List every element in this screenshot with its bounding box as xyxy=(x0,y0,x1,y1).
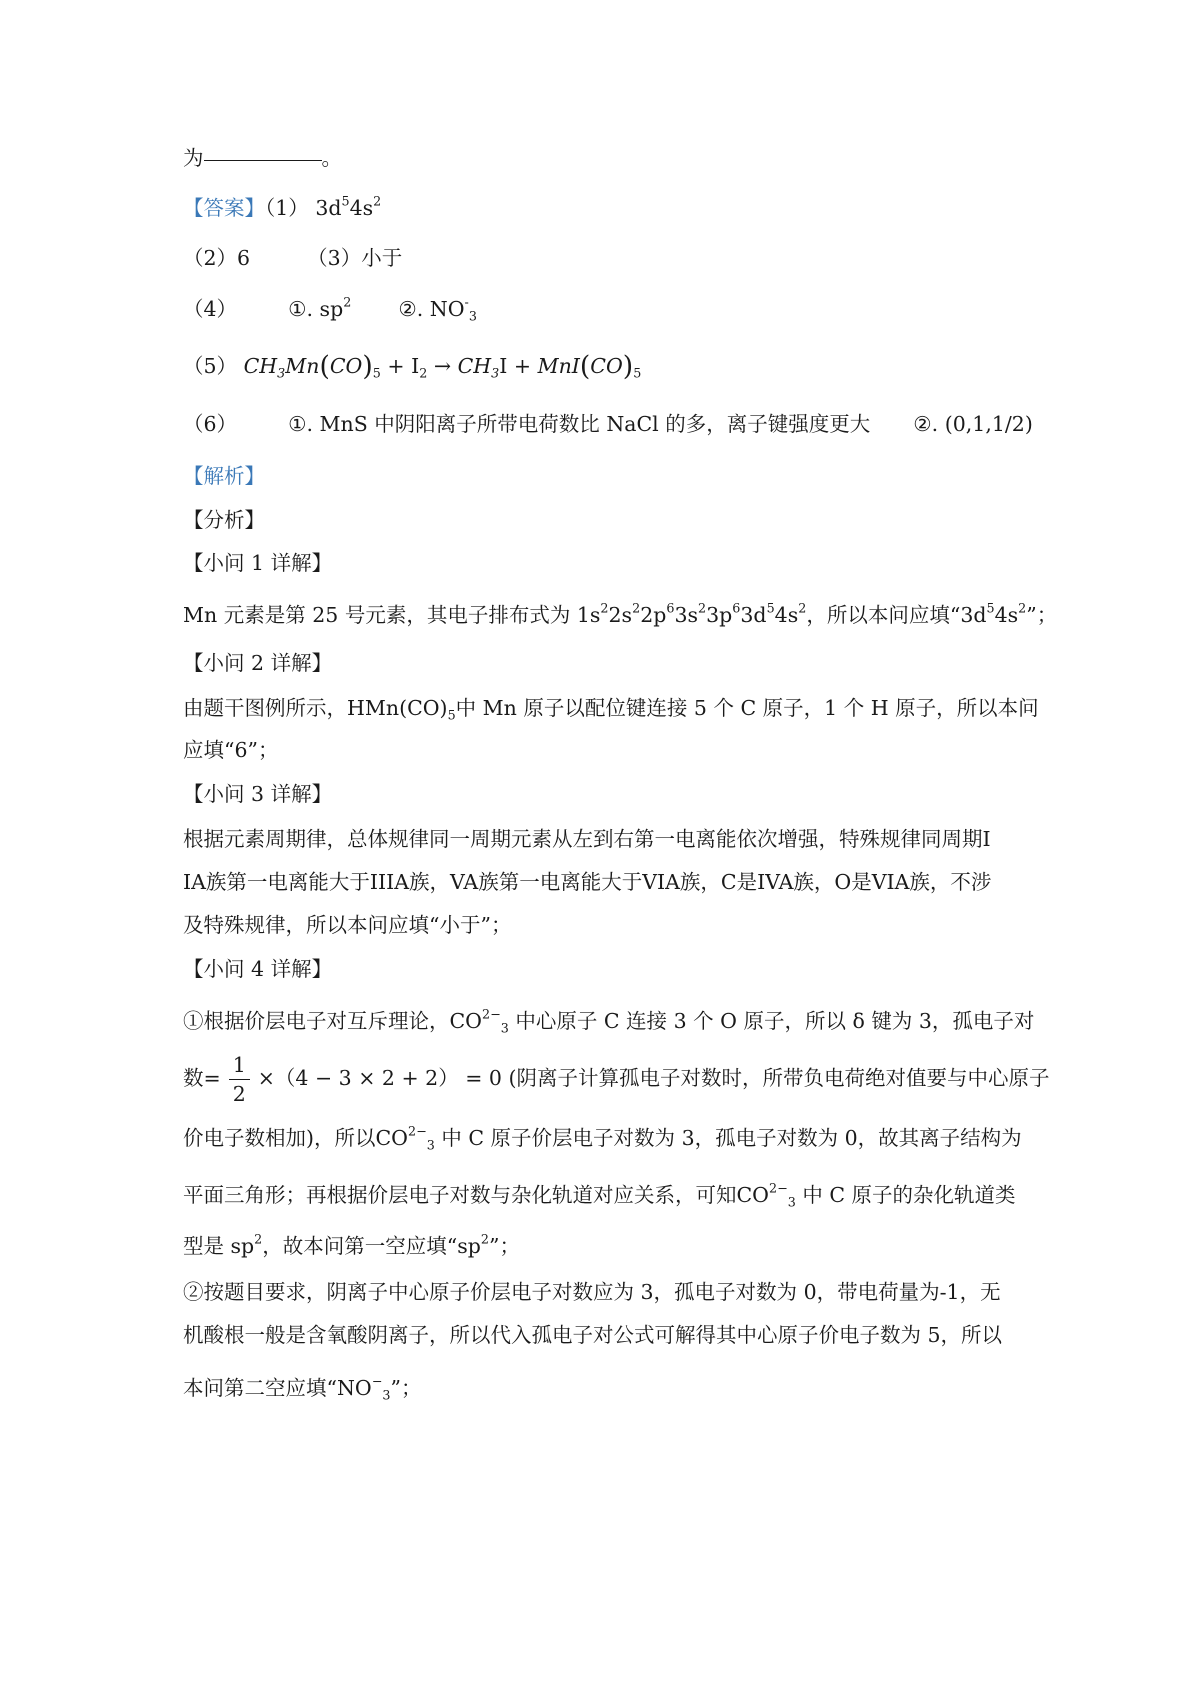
sub1-heading: 【小问 1 详解】 xyxy=(183,551,333,575)
answer-line-4 xyxy=(183,294,477,324)
q5-equation: $CH_3Mn(CO)_5 + I_2 \to CH_3I + MnI(CO)_5$ xyxy=(243,351,642,382)
q6-marker-2: ②. xyxy=(913,412,939,436)
answer-line-2 xyxy=(183,243,402,273)
sub2-heading: 【小问 2 详解】 xyxy=(183,651,333,675)
question-tail-prefix: 为 xyxy=(183,146,204,170)
sub3-heading: 【小问 3 详解】 xyxy=(183,782,333,806)
q1-answer: $3d^54s^2$ xyxy=(315,193,382,220)
answer-line-1 xyxy=(183,193,381,223)
sub1-text: Mn 元素是第 25 号元素，其电子排布式为 $1s^22s^22p^63s^23p^63d^54s^2$，所以本问应填“$3d^54s^2$”； xyxy=(183,600,1058,627)
q1-number: （1） xyxy=(265,196,309,220)
q6-answer-1: MnS 中阴阳离子所带电荷数比 NaCl 的多，离子键强度更大 xyxy=(319,412,871,436)
sub4-para-7: 机酸根一般是含氧酸阴离子，所以代入孤电子对公式可解得其中心原子价电子数为 5，所以 xyxy=(183,1323,1003,1347)
sub2-line-2: 应填“6”； xyxy=(183,738,279,762)
document-page xyxy=(183,0,1058,1698)
q4-answer-1: $sp^2$ xyxy=(319,294,352,321)
q6-number: （6） xyxy=(183,412,238,436)
sub4-heading: 【小问 4 详解】 xyxy=(183,957,333,981)
fenxi-label: 【分析】 xyxy=(183,508,265,532)
sub4-para-3: 价电子数相加)，所以$CO^{2-}_3$ 中 C 原子价层电子对数为 3，孤电子对数为 0，故其离子结构为 xyxy=(183,1123,1022,1153)
answer-label: 【答案】 xyxy=(183,196,265,220)
sub3-line-3: 及特殊规律，所以本问应填“小于”； xyxy=(183,913,512,937)
answer-line-5 xyxy=(183,351,641,382)
sub3-line-1: 根据元素周期律，总体规律同一周期元素从左到右第一电离能依次增强，特殊规律同周期I xyxy=(183,827,991,851)
sub4-para-6: ②按题目要求，阴离子中心原子价层电子对数应为 3，孤电子对数为 0，带电荷量为-1，无 xyxy=(183,1280,1001,1304)
sub2-line-1: 由题干图例所示，$HMn(CO)_5$中 Mn 原子以配位键连接 5 个 C 原子，1 个 H 原子，所以本问 xyxy=(183,696,1039,723)
fraction-one-half: $\frac{1}{2}$ xyxy=(229,1051,250,1108)
q2-answer: 6 xyxy=(237,246,251,270)
q4-answer-2: $NO^-_3$ xyxy=(429,294,477,324)
question-tail-suffix: 。 xyxy=(321,146,342,170)
sub4-para-1: ①根据价层电子对互斥理论，$CO^{2-}_3$ 中心原子 C 连接 3 个 O 原子，所以 δ 键为 3，孤电子对 xyxy=(183,1006,1035,1036)
carbonate-ion: $CO^{2-}_3$ xyxy=(736,1180,796,1210)
sub4-para-4: 平面三角形；再根据价层电子对数与杂化轨道对应关系，可知$CO^{2-}_3$ 中 C 原子的杂化轨道类 xyxy=(183,1180,1016,1210)
analysis-label: 【解析】 xyxy=(183,464,265,488)
q4-marker-1: ①. xyxy=(288,297,314,321)
q5-number: （5） xyxy=(183,354,238,378)
q3-answer: 小于 xyxy=(361,246,403,270)
carbonate-ion: $CO^{2-}_3$ xyxy=(449,1006,509,1036)
sub4-para-2: 数= $\frac{1}{2}$ ×（4 − 3 × 2 + 2） = 0 (阴离子计算孤电子对数时，所带负电荷绝对值要与中心原子 xyxy=(183,1053,1050,1106)
q6-answer-2: (0,1,1/2) xyxy=(944,412,1033,436)
electron-configuration: $1s^22s^22p^63s^23p^63d^54s^2$ xyxy=(576,600,807,627)
q6-marker-1: ①. xyxy=(288,412,314,436)
q4-number: （4） xyxy=(183,297,238,321)
q3-number: （3） xyxy=(307,246,362,270)
sub4-para-8: 本问第二空应填“$NO^-_3$”； xyxy=(183,1373,422,1403)
nitrate-ion: $NO^-_3$ xyxy=(336,1373,391,1403)
q4-marker-2: ②. xyxy=(398,297,424,321)
question-tail xyxy=(183,143,342,173)
answer-blank xyxy=(204,160,322,161)
carbonate-ion: $CO^{2-}_3$ xyxy=(375,1123,435,1153)
sub3-line-2: IA族第一电离能大于IIIA族，VA族第一电离能大于VIA族，C是IVA族，O是VIA族，不涉 xyxy=(183,870,992,894)
answer-line-6 xyxy=(183,409,1033,439)
q2-number: （2） xyxy=(183,246,238,270)
sub4-para-5: 型是 $sp^2$，故本问第一空应填“$sp^2$”； xyxy=(183,1231,520,1258)
